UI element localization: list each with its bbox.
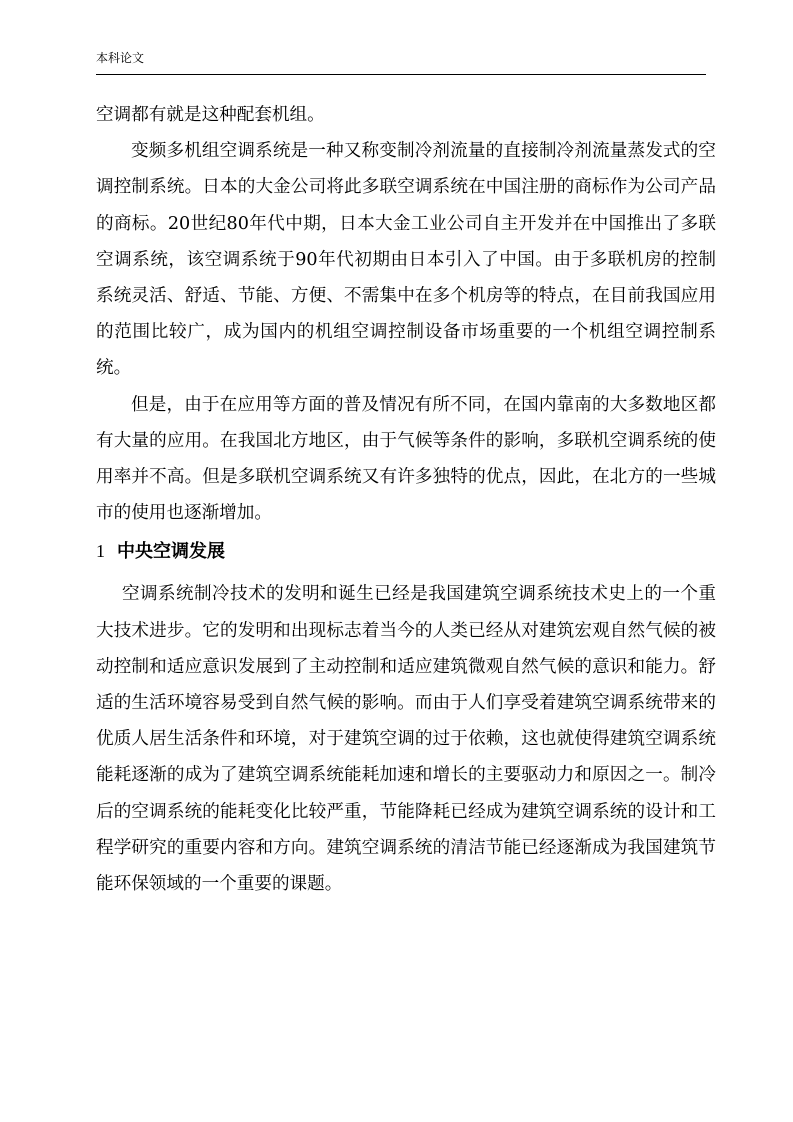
document-body: [96, 97, 716, 902]
page-header: [96, 50, 706, 72]
header-divider: [96, 74, 706, 75]
paragraph-multi-split-ac: 变频多机组空调系统是一种又称变制冷剂流量的直接制冷剂流量蒸发式的空调控制系统。日本的大金公司将此多联空调系统在中国注册的商标作为公司产品的商标。20世纪80年代中期，日本大金工业公司自主开发并在中国推出了多联空调系统，该空调系统于90年代初期由日本引入了中国。由于多联机房的控制系统灵活、舒适、节能、方便、不需集中在多个机房等的特点，在目前我国应用的范围比较广，成为国内的机组空调控制设备市场重要的一个机组空调控制系统。: [96, 141, 716, 379]
section-title: 中央空调发展: [117, 541, 225, 563]
header-label: 本科论文: [96, 51, 145, 65]
section-number: 1: [96, 541, 105, 562]
section-heading: [96, 533, 716, 570]
paragraph-continuation: 空调都有就是这种配套机组。: [96, 105, 325, 125]
paragraph-central-ac-development: 空调系统制冷技术的发明和诞生已经是我国建筑空调系统技术史上的一个重大技术进步。它的发明和出现标志着当今的人类已经从对建筑宏观自然气候的被动控制和适应意识发展到了主动控制和适应建筑微观自然气候的意识和能力。舒适的生活环境容易受到自然气候的影响。而由于人们享受着建筑空调系统带来的优质人居生活条件和环境，对于建筑空调的过于依赖，这也就使得建筑空调系统能耗逐渐的成为了建筑空调系统能耗加速和增长的主要驱动力和原因之一。制冷后的空调系统的能耗变化比较严重，节能降耗已经成为建筑空调系统的设计和工程学研究的重要内容和方向。建筑空调系统的清洁节能已经逐渐成为我国建筑节能环保领域的一个重要的课题。: [96, 584, 716, 895]
paragraph-regional-usage: 但是，由于在应用等方面的普及情况有所不同，在国内靠南的大多数地区都有大量的应用。在我国北方地区，由于气候等条件的影响，多联机空调系统的使用率并不高。但是多联机空调系统又有许多独特的优点，因此，在北方的一些城市的使用也逐渐增加。: [96, 394, 716, 524]
